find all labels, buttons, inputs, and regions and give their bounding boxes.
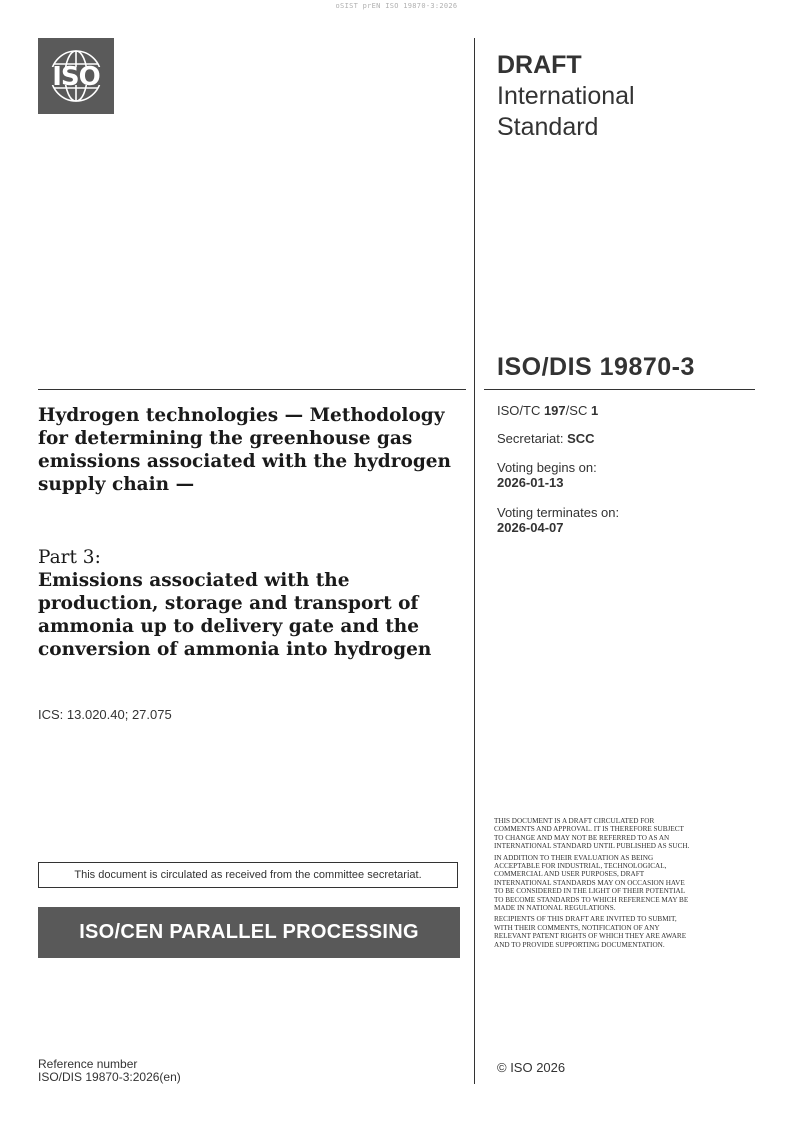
committee-info — [497, 403, 598, 418]
notice-paragraph: THIS DOCUMENT IS A DRAFT CIRCULATED FOR COMMENTS AND APPROVAL. IT IS THEREFORE SUBJECT TO CHANGE AND MAY NOT BE REFERRED TO AS AN INTERNATIONAL STANDARD UNTIL PUBLISHED AS SUCH. — [494, 817, 690, 851]
voting-terminates-date: 2026-04-07 — [497, 520, 564, 535]
iso-logo-text: ISO — [52, 62, 100, 92]
secretariat-value: SCC — [567, 431, 595, 446]
document-watermark: oSIST prEN ISO 19870-3:2026 — [335, 2, 458, 10]
secretariat-label: Secretariat: — [497, 431, 568, 446]
voting-terminates — [497, 505, 619, 535]
voting-begins-label: Voting begins on: — [497, 460, 597, 475]
reference-label: Reference number — [38, 1057, 138, 1071]
tc-number: 197 — [543, 403, 566, 418]
circulation-note: This document is circulated as received from the committee secretariat. — [38, 862, 458, 888]
voting-begins — [497, 460, 597, 490]
main-title: Hydrogen technologies — Methodology for determining the greenhouse gas emissions associated with the hydrogen supply chain — — [38, 405, 451, 495]
secretariat-info — [497, 431, 595, 446]
reference-value: ISO/DIS 19870-3:2026(en) — [38, 1070, 181, 1084]
international-label: International — [497, 82, 635, 110]
draft-notice — [494, 817, 694, 952]
ics-codes: ICS: 13.020.40; 27.075 — [38, 707, 172, 722]
voting-terminates-label: Voting terminates on: — [497, 505, 620, 520]
iso-globe-icon — [38, 38, 114, 114]
title-divider-right — [484, 389, 755, 390]
document-number: ISO/DIS 19870-3 — [497, 353, 695, 381]
notice-paragraph: RECIPIENTS OF THIS DRAFT ARE INVITED TO SUBMIT, WITH THEIR COMMENTS, NOTIFICATION OF ANY RELEVANT PATENT RIGHTS OF WHICH THEY ARE AWARE AND TO PROVIDE SUPPORTING DOCUMENTATION. — [494, 915, 687, 949]
parallel-processing-banner: ISO/CEN PARALLEL PROCESSING — [38, 907, 460, 958]
notice-paragraph: IN ADDITION TO THEIR EVALUATION AS BEING ACCEPTABLE FOR INDUSTRIAL, TECHNOLOGICAL, COMMERCIAL AND USER PURPOSES, DRAFT INTERNATIONAL STANDARDS MAY ON OCCASION HAVE TO BE CONSIDERED IN THE LIGHT OF THEIR POTENTIAL TO BECOME STANDARDS TO WHICH REFERENCE MAY BE MADE IN NATIONAL REGULATIONS. — [494, 853, 689, 913]
standard-label: Standard — [497, 113, 599, 141]
vertical-divider — [474, 38, 475, 1084]
copyright: © ISO 2026 — [497, 1060, 566, 1075]
iso-logo — [38, 38, 114, 114]
draft-heading — [497, 50, 635, 143]
sc-prefix: /SC — [565, 403, 591, 418]
draft-label: DRAFT — [497, 51, 582, 79]
part-title: Emissions associated with the production, storage and transport of ammonia up to delivery gate and the conversion of ammonia into hydrogen — [38, 570, 432, 660]
tc-prefix: ISO/TC — [497, 403, 544, 418]
part-label: Part 3: — [38, 547, 101, 568]
reference-number — [38, 1058, 181, 1084]
sc-number: 1 — [590, 403, 599, 418]
title-divider-left — [38, 389, 466, 390]
voting-begins-date: 2026-01-13 — [497, 475, 564, 490]
